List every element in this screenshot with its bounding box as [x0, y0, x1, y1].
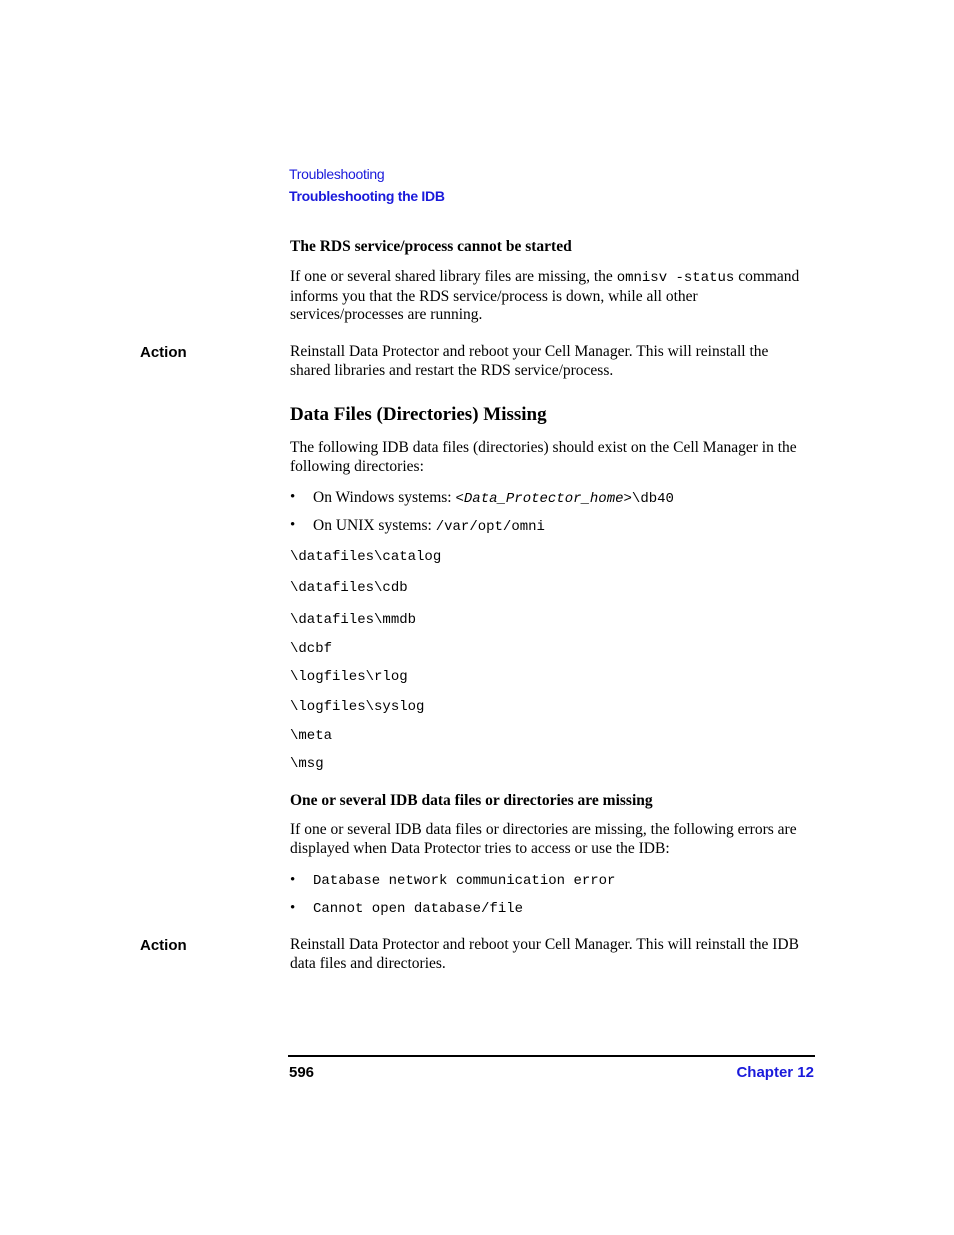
path-msg: \msg — [290, 756, 324, 772]
windows-label: On Windows systems: — [313, 489, 452, 506]
path-cdb: \datafiles\cdb — [290, 580, 408, 596]
path-rlog: \logfiles\rlog — [290, 669, 408, 685]
bullet-icon: • — [290, 489, 296, 505]
missing-action-label: Action — [140, 937, 187, 954]
error-network: Database network communication error — [313, 873, 616, 889]
missing-intro: If one or several IDB data files or directories are missing, the following errors are displayed when Data Protector tries to access or use the IDB: — [290, 821, 797, 857]
unix-path: /var/opt/omni — [435, 519, 545, 535]
path-syslog: \logfiles\syslog — [290, 699, 425, 715]
bullet-icon: • — [290, 872, 296, 888]
page-number: 596 — [289, 1064, 315, 1081]
rds-action-text: Reinstall Data Protector and reboot your Cell Manager. This will reinstall the shared libraries and restart the RDS service/process. — [290, 343, 769, 379]
rds-paragraph-start: If one or several shared library files are missing, the — [290, 268, 613, 285]
bullet-icon: • — [290, 900, 296, 916]
footer-rule — [288, 1055, 815, 1057]
breadcrumb-section: Troubleshooting — [289, 166, 385, 182]
windows-home-path: <Data_Protector_home> — [455, 491, 632, 507]
data-files-intro: The following IDB data files (directories) should exist on the Cell Manager in the following directories: — [290, 439, 797, 475]
chapter-label: Chapter 12 — [736, 1064, 814, 1081]
windows-bullet — [313, 489, 674, 507]
rds-action-label: Action — [140, 344, 187, 361]
rds-status-command: omnisv -status — [616, 270, 735, 286]
path-mmdb: \datafiles\mmdb — [290, 612, 417, 628]
path-catalog: \datafiles\catalog — [290, 549, 442, 565]
missing-heading: One or several IDB data files or directories are missing — [290, 792, 653, 809]
path-meta: \meta — [290, 728, 333, 744]
data-files-heading: Data Files (Directories) Missing — [290, 404, 547, 425]
breadcrumb-subsection: Troubleshooting the IDB — [289, 188, 445, 204]
rds-paragraph-end: command informs you that the RDS service/process is down, while all other services/processes are running. — [290, 268, 800, 323]
unix-label: On UNIX systems: — [313, 517, 432, 534]
path-dcbf: \dcbf — [290, 641, 333, 657]
bullet-icon: • — [290, 517, 296, 533]
unix-bullet — [313, 517, 545, 535]
rds-paragraph — [290, 268, 810, 325]
error-open-database: Cannot open database/file — [313, 901, 524, 917]
missing-action-text: Reinstall Data Protector and reboot your Cell Manager. This will reinstall the IDB data files and directories. — [290, 936, 799, 972]
rds-heading: The RDS service/process cannot be started — [290, 238, 572, 255]
windows-db-path: \db40 — [631, 491, 674, 507]
